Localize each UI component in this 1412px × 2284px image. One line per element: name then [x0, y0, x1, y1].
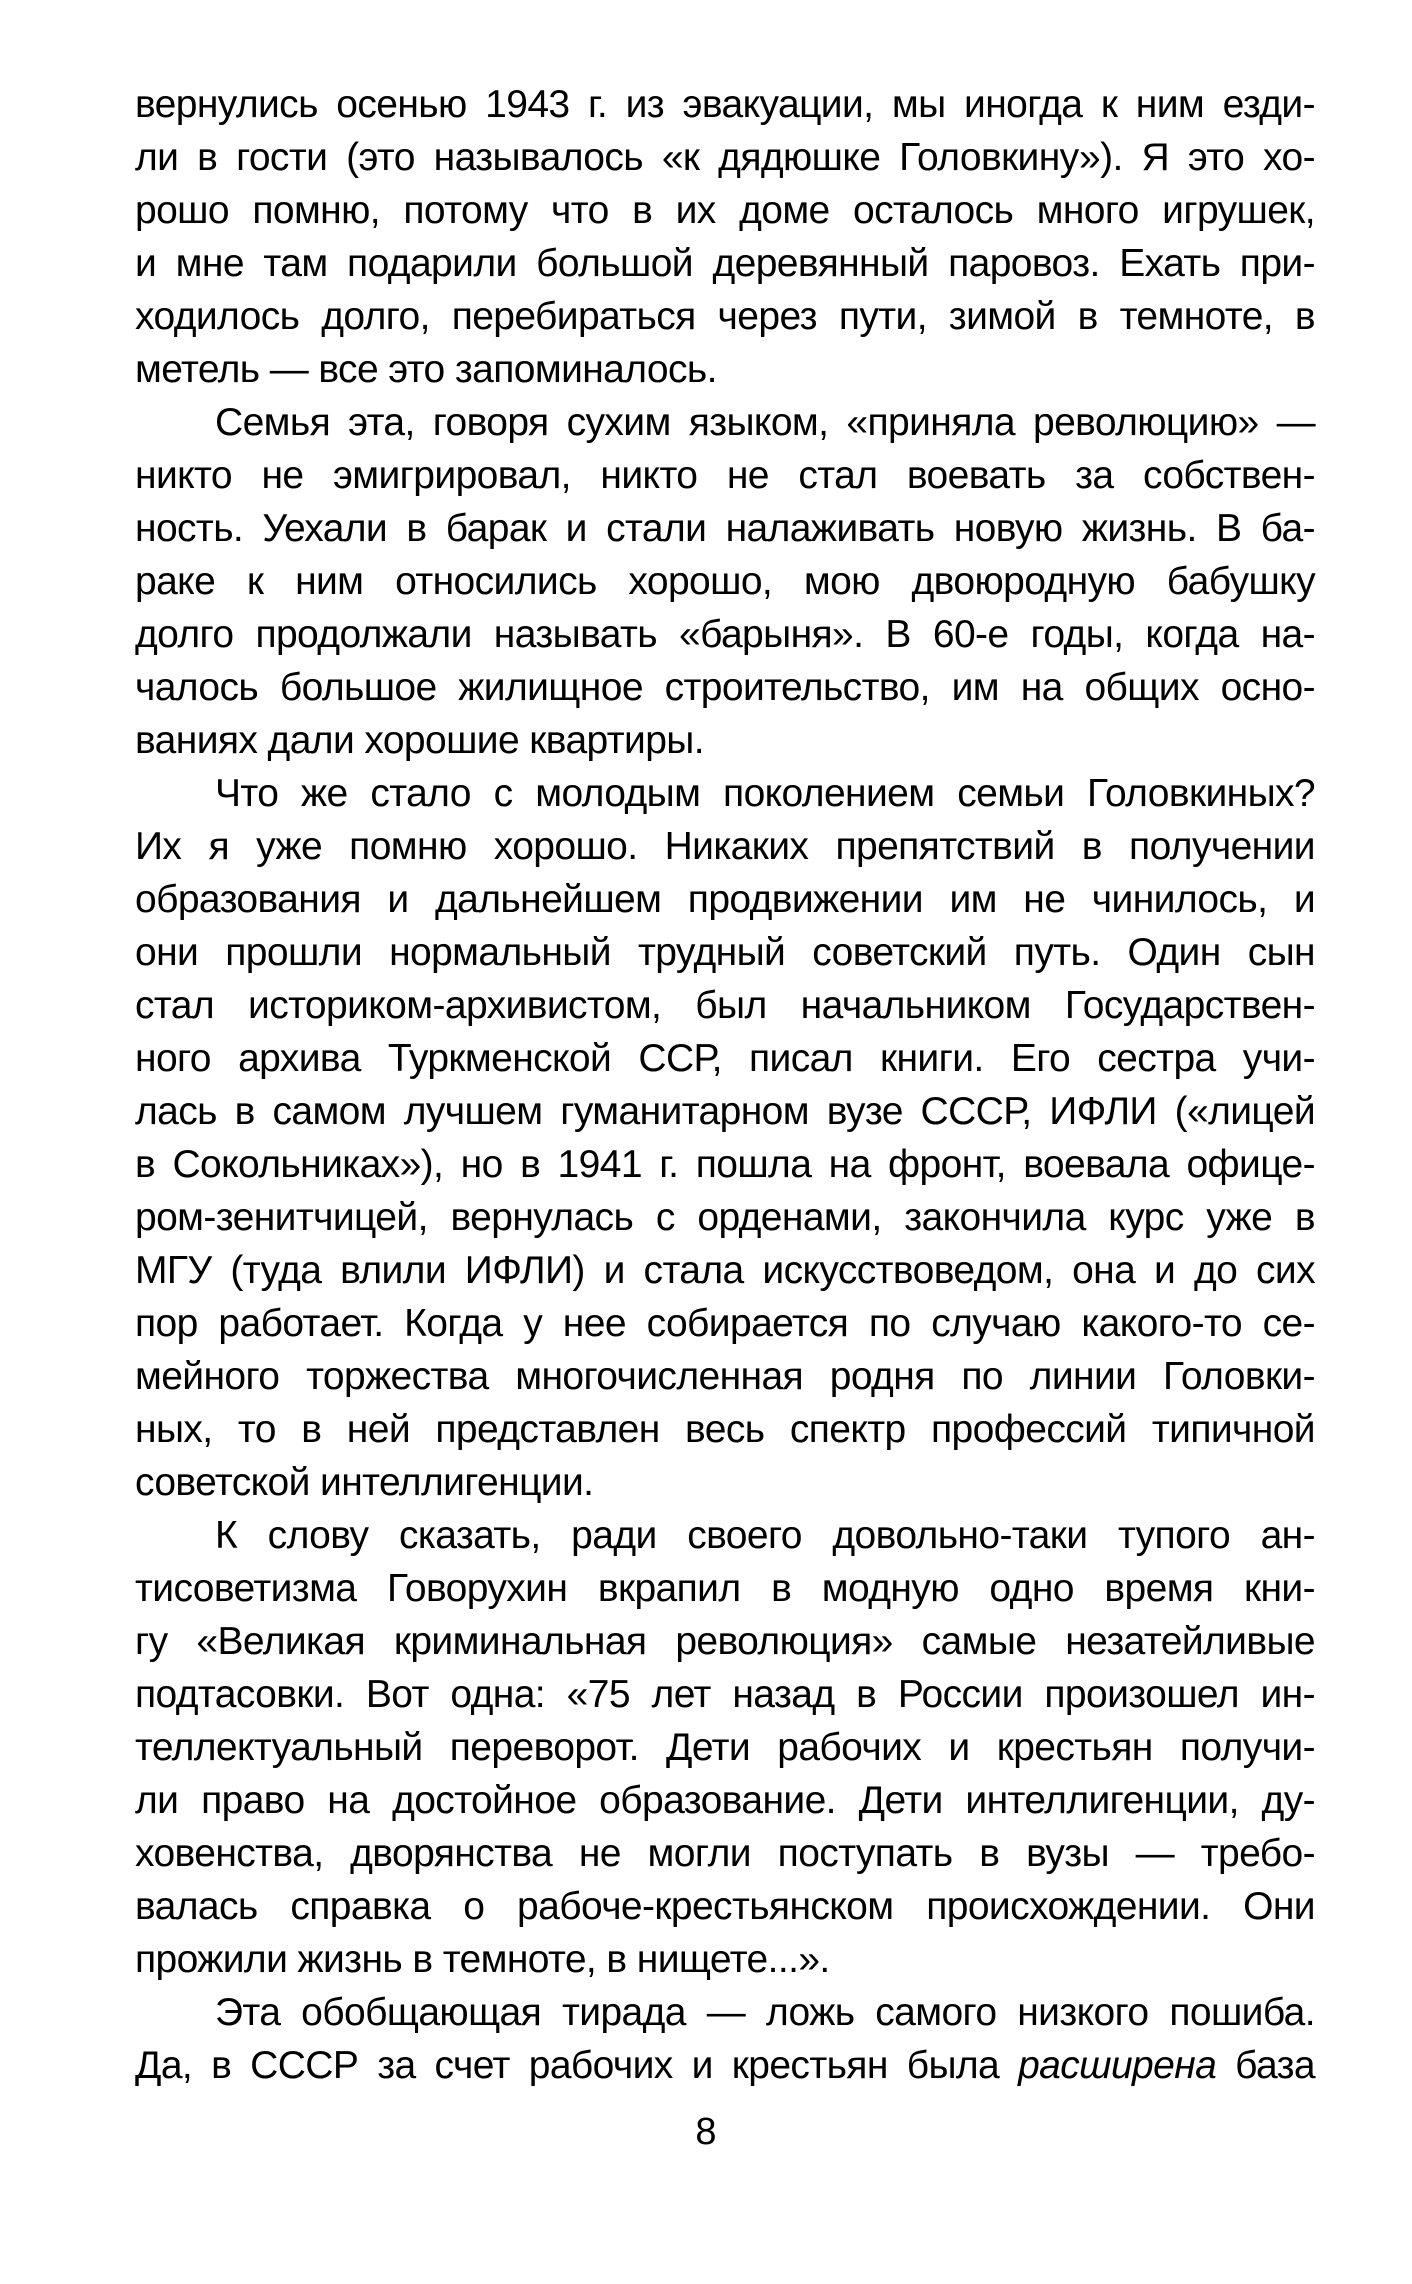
text-line [135, 926, 1315, 979]
text-run: лась в самом лучшем гуманитарном вузе СССР, ИФЛИ («лицей [135, 1090, 1315, 1133]
text-run: ваниях дали хорошие квартиры. [135, 719, 704, 762]
text-line [135, 1615, 1315, 1668]
text-run: теллектуальный переворот. Дети рабочих и крестьян получи- [135, 1726, 1315, 1769]
text-run: долго продолжали называть «барыня». В 60-е годы, когда на- [135, 613, 1315, 656]
text-run: образования и дальнейшем продвижении им не чинилось, и [135, 878, 1315, 921]
text-line [135, 714, 1315, 767]
text-run: чалось большое жилищное строительство, им на общих осно- [135, 666, 1315, 709]
text-run: Эта обобщающая тирада — ложь самого низкого пошиба. [215, 1991, 1315, 2034]
italic-text: расширена [1018, 2044, 1217, 2087]
text-run: ром-зенитчицей, вернулась с орденами, закончила курс уже в [135, 1196, 1315, 1239]
text-line [135, 873, 1315, 926]
text-run: мейного торжества многочисленная родня по линии Головки- [135, 1355, 1315, 1398]
text-run: тисоветизма Говорухин вкрапил в модную одно время кни- [135, 1567, 1315, 1610]
page-number: 8 [695, 2111, 717, 2153]
text-run: база [1216, 2044, 1315, 2087]
text-run: ного архива Туркменской ССР, писал книги. Его сестра учи- [135, 1037, 1315, 1080]
text-line [135, 1032, 1315, 1085]
text-line [135, 767, 1315, 820]
text-line [135, 1827, 1315, 1880]
text-run: рошо помню, потому что в их доме осталось много игрушек, [135, 189, 1315, 232]
text-line [135, 1562, 1315, 1615]
text-line [135, 131, 1315, 184]
text-line [135, 1191, 1315, 1244]
text-line [135, 1668, 1315, 1721]
text-run: ность. Уехали в барак и стали налаживать новую жизнь. В ба- [135, 507, 1315, 550]
text-line [135, 343, 1315, 396]
text-line [135, 1774, 1315, 1827]
text-line [135, 1721, 1315, 1774]
text-run: пор работает. Когда у нее собирается по случаю какого-то се- [135, 1302, 1315, 1345]
text-line [135, 820, 1315, 873]
text-run: гу «Великая криминальная революция» самые незатейливые [135, 1620, 1315, 1663]
text-line [135, 449, 1315, 502]
text-run: Да, в СССР за счет рабочих и крестьян была [135, 2044, 1019, 2087]
text-line [135, 290, 1315, 343]
text-line [135, 78, 1315, 131]
text-run: советской интеллигенции. [135, 1461, 594, 1504]
text-run: и мне там подарили большой деревянный паровоз. Ехать при- [135, 242, 1315, 285]
text-run: К слову сказать, ради своего довольно-таки тупого ан- [215, 1514, 1315, 1557]
text-line [135, 979, 1315, 1032]
text-run: в Сокольниках»), но в 1941 г. пошла на фронт, воевала офице- [135, 1143, 1315, 1186]
text-run: МГУ (туда влили ИФЛИ) и стала искусствоведом, она и до сих [135, 1249, 1315, 1292]
text-line [135, 502, 1315, 555]
text-run: подтасовки. Вот одна: «75 лет назад в России произошел ин- [135, 1673, 1315, 1716]
text-run: ходилось долго, перебираться через пути, зимой в темноте, в [135, 295, 1315, 338]
text-line [135, 1933, 1315, 1986]
text-run: никто не эмигрировал, никто не стал воевать за собствен- [135, 454, 1315, 497]
text-run: они прошли нормальный трудный советский путь. Один сын [135, 931, 1315, 974]
text-run: Их я уже помню хорошо. Никаких препятствий в получении [135, 825, 1315, 868]
text-line [135, 1297, 1315, 1350]
text-run: стал историком-архивистом, был начальником Государствен- [135, 984, 1315, 1027]
text-run: Что же стало с молодым поколением семьи Головкиных? [215, 772, 1315, 815]
text-line [135, 1880, 1315, 1933]
text-line [135, 396, 1315, 449]
text-line [135, 555, 1315, 608]
text-line [135, 1350, 1315, 1403]
text-line [135, 1509, 1315, 1562]
text-line [135, 1456, 1315, 1509]
text-run: ли в гости (это называлось «к дядюшке Головкину»). Я это хо- [135, 136, 1315, 179]
text-run: раке к ним относились хорошо, мою двоюродную бабушку [135, 560, 1315, 603]
text-line [135, 2039, 1315, 2092]
text-line [135, 1138, 1315, 1191]
text-run: вернулись осенью 1943 г. из эвакуации, мы иногда к ним езди- [135, 83, 1315, 126]
text-line [135, 184, 1315, 237]
text-line [135, 1244, 1315, 1297]
page-text [135, 78, 1315, 2092]
text-line [135, 1085, 1315, 1138]
text-line [135, 237, 1315, 290]
text-run: ли право на достойное образование. Дети интеллигенции, ду- [135, 1779, 1315, 1822]
text-run: прожили жизнь в темноте, в нищете...». [135, 1938, 830, 1981]
text-line [135, 661, 1315, 714]
text-line [135, 608, 1315, 661]
text-run: Семья эта, говоря сухим языком, «приняла революцию» — [215, 401, 1315, 444]
text-line [135, 1986, 1315, 2039]
text-run: валась справка о рабоче-крестьянском происхождении. Они [135, 1885, 1315, 1928]
text-run: метель — все это запоминалось. [135, 348, 717, 391]
text-line [135, 1403, 1315, 1456]
text-run: ховенства, дворянства не могли поступать в вузы — требо- [135, 1832, 1315, 1875]
text-run: ных, то в ней представлен весь спектр профессий типичной [135, 1408, 1315, 1451]
